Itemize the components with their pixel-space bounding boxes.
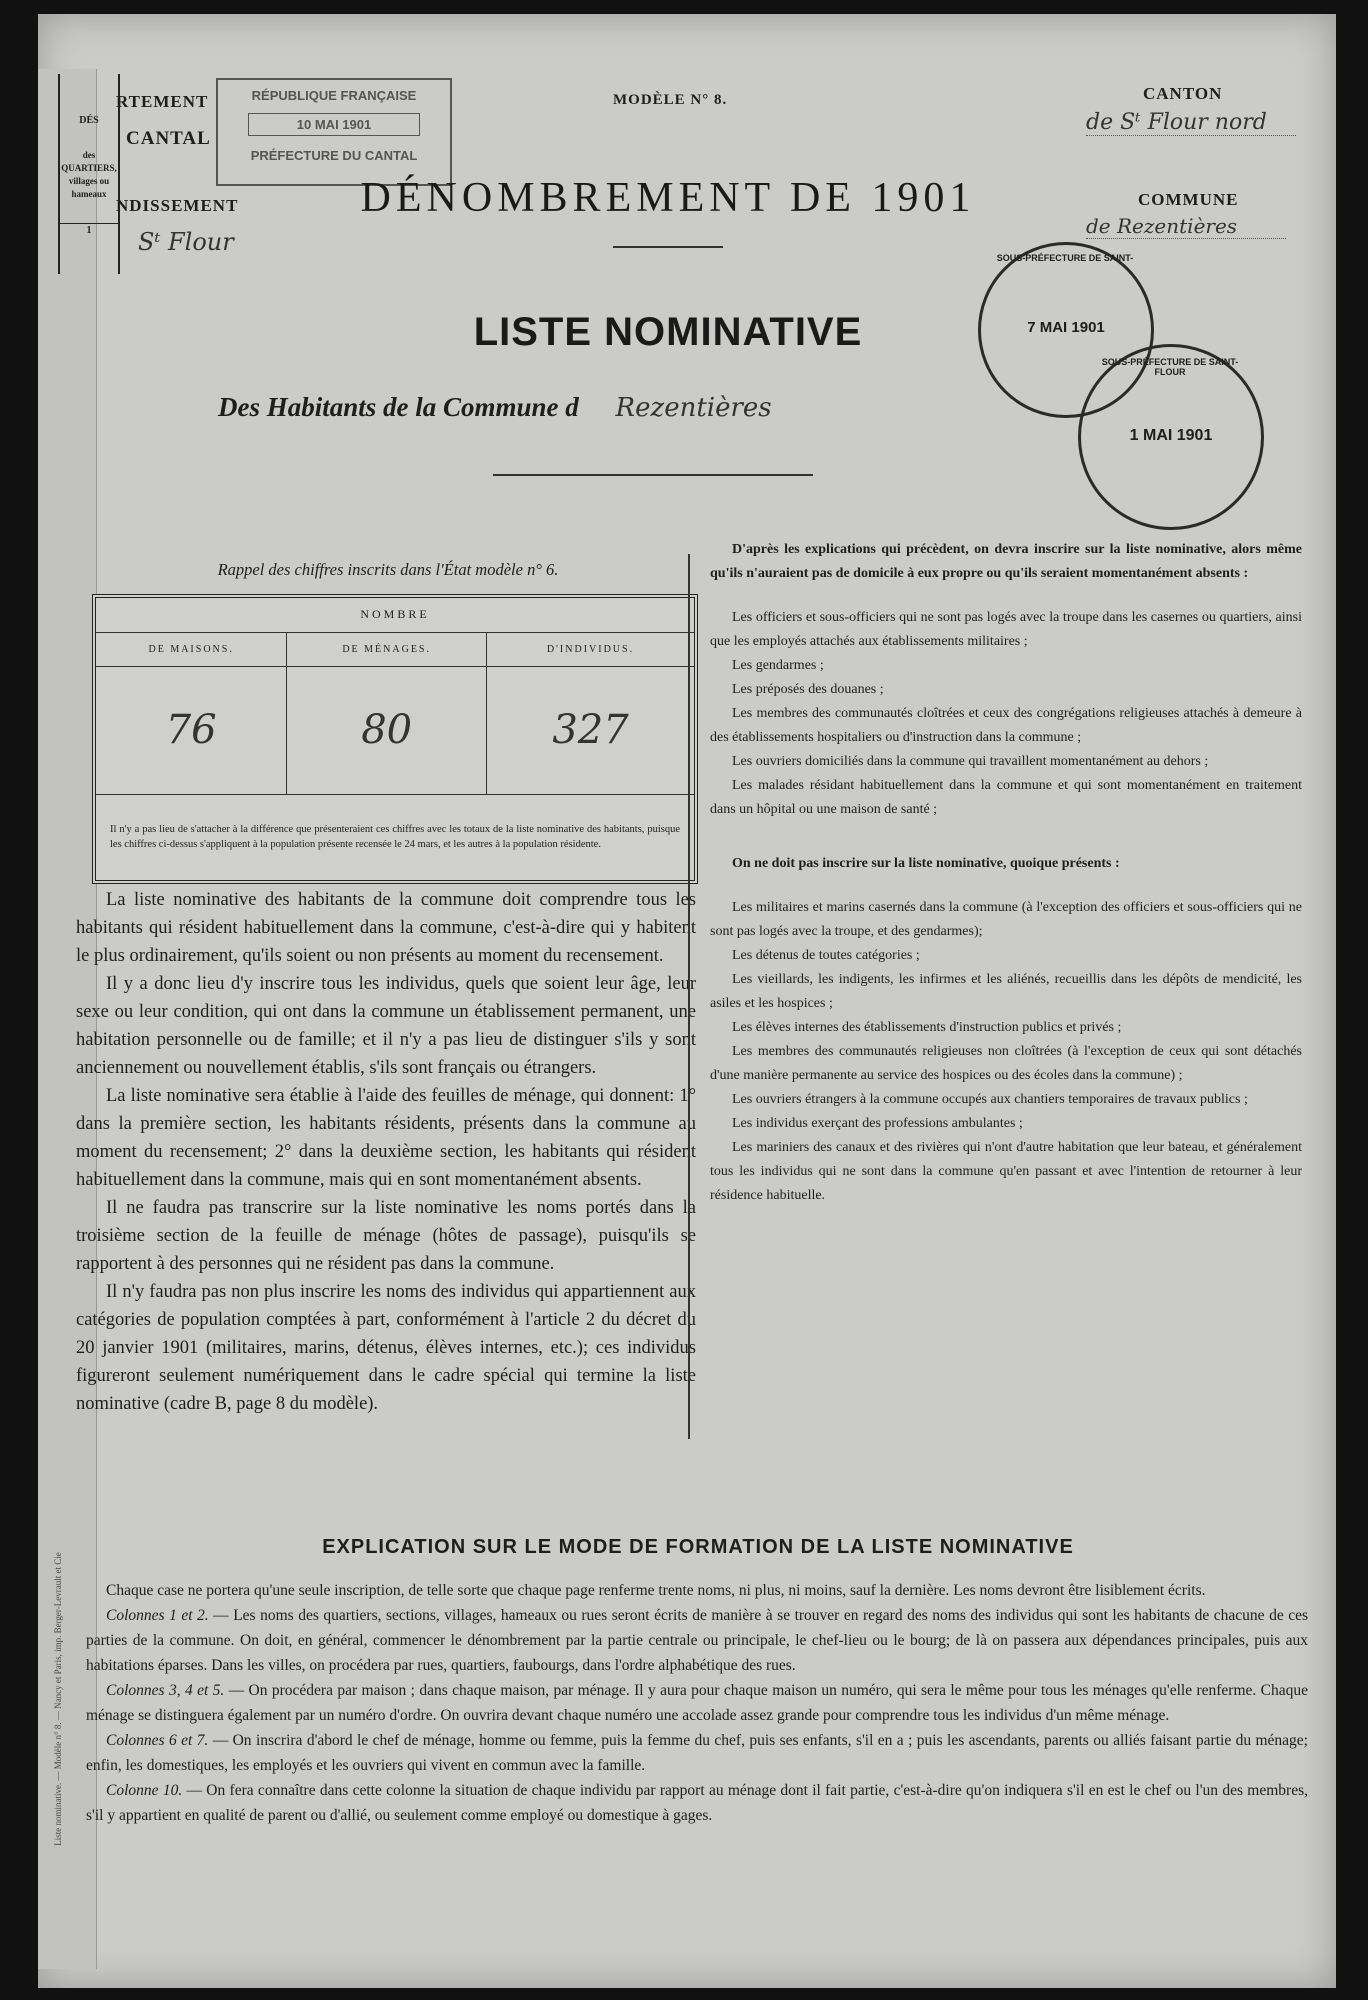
subtitle: LISTE NOMINATIVE bbox=[473, 310, 863, 354]
explication-item-2-text: — On procédera par maison ; dans chaque maison, par ménage. Il y aura pour chaque maison un numéro, qui sera le même pour tous les ménages qu'elle renferme. Chaque ménage se distinguera également par un numéro d'ordre. On ouvrira devant chaque numéro une accolade assez grande pour comprendre tous les individus d'un même ménage. bbox=[86, 1682, 1308, 1724]
explication-item-1 bbox=[86, 1603, 1308, 1678]
exclude-title: On ne doit pas inscrire sur la liste nominative, quoique présents : bbox=[732, 856, 1120, 871]
left-paragraph-2: Il y a donc lieu d'y inscrire tous les individus, quels que soient leur âge, leur sexe ou leur condition, qui ont dans la commune un établissement permanent, une habitation personnelle ou de famille; et il n'y a pas lieu de distinguer s'ils y sont anciennement ou nouvellement établis, s'ils sont français ou étrangers. bbox=[76, 974, 696, 1078]
counts-header-nombre: NOMBRE bbox=[96, 598, 694, 632]
left-instructions bbox=[76, 886, 696, 1418]
explication-item-2 bbox=[86, 1678, 1308, 1728]
explication-intro: Chaque case ne portera qu'une seule inscription, de telle sorte que chaque page renferme trente noms, ni plus, ni moins, sauf la dernière. Les noms devront être lisiblement écrits. bbox=[106, 1582, 1206, 1599]
ornament-rule bbox=[493, 474, 813, 476]
counts-individus-value: 327 bbox=[487, 666, 695, 794]
explication-item-3 bbox=[86, 1728, 1308, 1778]
commune-value: de Rezentières bbox=[1086, 214, 1286, 239]
rappel-title: Rappel des chiffres inscrits dans l'État modèle n° 6. bbox=[217, 560, 559, 579]
exclude-item-1: Les militaires et marins casernés dans la commune (à l'exception des officiers et sous-officiers qui ne sont pas logés avec la troupe, et des gendarmes); bbox=[710, 900, 1302, 939]
modele-number: MODÈLE N° 8. bbox=[613, 92, 728, 108]
sp1-stamp-text: SOUS-PRÉFECTURE DE SAINT- bbox=[996, 253, 1134, 263]
exclude-item-4: Les élèves internes des établissements d'instruction publics et privés ; bbox=[732, 1020, 1122, 1035]
sp1-stamp-date: 7 MAI 1901 bbox=[1027, 319, 1105, 336]
printer-imprint: Liste nominative. — Modèle n° 8. — Nancy et Paris, imp. Berger-Levrault et Cie bbox=[53, 1552, 63, 1846]
exclude-item-8: Les mariniers des canaux et des rivières qui n'ont d'autre habitation que leur bateau, et généralement tous les individus qui ne sont dans la commune qu'en passant et avec l'intention de retourner à leur résidence habituelle. bbox=[710, 1140, 1302, 1203]
counts-note: Il n'y a pas lieu de s'attacher à la différence que présenteraient ces chiffres avec les totaux de la liste nominative des habitants, puisque les chiffres ci-dessus s'appliquent à la population présente recensée le 24 mars, et les autres à la population résidente. bbox=[96, 794, 694, 880]
prefecture-stamp bbox=[216, 78, 452, 186]
explication-item-4 bbox=[86, 1778, 1308, 1828]
arr-label: NDISSEMENT bbox=[116, 196, 239, 215]
prefecture-stamp-bottom: PRÉFECTURE DU CANTAL bbox=[250, 148, 418, 163]
right-intro: D'après les explications qui précèdent, on devra inscrire sur la liste nominative, alors même qu'ils n'auraient pas de domicile à eux propre ou qu'ils seraient momentanément absents : bbox=[710, 542, 1302, 581]
dept-label: RTEMENT bbox=[116, 92, 209, 111]
include-item-1: Les officiers et sous-officiers qui ne sont pas logés avec la troupe dans les casernes ou quartiers, ainsi que les employés attachés aux établissements militaires ; bbox=[710, 610, 1302, 649]
explication-body bbox=[86, 1578, 1308, 1828]
column-divider bbox=[688, 554, 690, 1439]
include-item-4: Les membres des communautés cloîtrées et ceux des congrégations religieuses attachés à demeure à des établissements hospitaliers ou d'instruction dans la commune ; bbox=[710, 706, 1302, 745]
include-item-5: Les ouvriers domiciliés dans la commune qui travaillent momentanément au dehors ; bbox=[732, 754, 1209, 769]
sp2-stamp-date: 1 MAI 1901 bbox=[1129, 427, 1213, 444]
sous-prefecture-stamp-2 bbox=[1078, 344, 1264, 530]
left-column-labels bbox=[58, 74, 120, 274]
explication-item-3-text: — On inscrira d'abord le chef de ménage, homme ou femme, puis la femme du chef, puis ses enfants, s'il en a ; puis les ascendants, parents ou alliés faisant partie du ménage; enfin, les domestiques, les employés et les ouvriers qui vivent en commun avec la famille. bbox=[86, 1732, 1308, 1774]
explication-item-1-label: Colonnes 1 et 2. bbox=[106, 1607, 209, 1624]
habitants-line-label: Des Habitants de la Commune d bbox=[218, 392, 579, 422]
habitants-line bbox=[218, 392, 1118, 423]
left-paragraph-3: La liste nominative sera établie à l'aide des feuilles de ménage, qui donnent: 1° dans la première section, les habitants résidents, présents dans la commune au moment du recensement; 2° dans la deuxième section, les habitants qui résident habituellement dans la commune, mais qui en sont momentanément absents. bbox=[76, 1086, 696, 1190]
explication-item-2-label: Colonnes 3, 4 et 5. bbox=[106, 1682, 225, 1699]
prefecture-stamp-date: 10 MAI 1901 bbox=[248, 113, 420, 136]
explication-item-4-text: — On fera connaître dans cette colonne la situation de chaque individu par rapport au ménage dont il fait partie, c'est-à-dire qu'on indiquera s'il en est le chef ou l'un des membres, s'il y appartient en qualité de parent ou d'allié, ou seulement comme employé ou domestique à gages. bbox=[86, 1782, 1308, 1824]
prefecture-stamp-top: RÉPUBLIQUE FRANÇAISE bbox=[251, 88, 417, 103]
arr-value: Sᵗ Flour bbox=[138, 228, 234, 256]
explication-item-4-label: Colonne 10. bbox=[106, 1782, 183, 1799]
counts-table bbox=[96, 598, 694, 880]
canton-label: CANTON bbox=[1143, 84, 1223, 103]
left-label-des: DÉS bbox=[79, 115, 99, 126]
counts-menages-value: 80 bbox=[287, 666, 487, 794]
left-paragraph-5: Il n'y faudra pas non plus inscrire les noms des individus qui appartiennent aux catégories de population comptées à part, conformément à l'article 2 du décret du 20 janvier 1901 (militaires, marins, détenus, élèves internes, etc.); ces individus figureront seulement numériquement dans le cadre spécial qui termine la liste nominative (cadre B, page 8 du modèle). bbox=[76, 1282, 696, 1414]
counts-maisons-value: 76 bbox=[96, 666, 287, 794]
include-item-3: Les préposés des douanes ; bbox=[732, 682, 884, 697]
right-instructions bbox=[710, 538, 1302, 1208]
exclude-item-5: Les membres des communautés religieuses non cloîtrées (à l'exception de ceux qui sont détachés d'une manière permanente au service des hospices ou des écoles dans la commune) ; bbox=[710, 1044, 1302, 1083]
habitants-line-value: Rezentières bbox=[615, 393, 772, 423]
counts-box bbox=[92, 594, 698, 884]
counts-col-individus: D'INDIVIDUS. bbox=[487, 632, 695, 666]
left-label-quartiers: des QUARTIERS, villages ou hameaux bbox=[61, 150, 117, 199]
dept-value: CANTAL bbox=[126, 128, 211, 149]
main-title: DÉNOMBREMENT DE 1901 bbox=[360, 175, 976, 221]
commune-label: COMMUNE bbox=[1138, 190, 1239, 209]
sp2-stamp-text: SOUS-PRÉFECTURE DE SAINT-FLOUR bbox=[1101, 357, 1239, 377]
exclude-item-3: Les vieillards, les indigents, les infirmes et les aliénés, recueillis dans les dépôts de mendicité, les asiles et les hospices ; bbox=[710, 972, 1302, 1011]
exclude-item-6: Les ouvriers étrangers à la commune occupés aux chantiers temporaires de travaux publics ; bbox=[732, 1092, 1248, 1107]
include-item-2: Les gendarmes ; bbox=[732, 658, 824, 673]
explication-title: EXPLICATION SUR LE MODE DE FORMATION DE LA LISTE NOMINATIVE bbox=[322, 1536, 1074, 1558]
exclude-item-7: Les individus exerçant des professions ambulantes ; bbox=[732, 1116, 1023, 1131]
left-paragraph-1: La liste nominative des habitants de la commune doit comprendre tous les habitants qui résident habituellement dans la commune, c'est-à-dire qui y habitent le plus ordinairement, qu'ils soient ou non présents au moment du recensement. bbox=[76, 890, 696, 966]
counts-col-menages: DE MÉNAGES. bbox=[287, 632, 487, 666]
left-paragraph-4: Il ne faudra pas transcrire sur la liste nominative les noms portés dans la troisième section de la feuille de ménage (hôtes de passage), puisqu'ils se rapportent à des personnes qui ne résident pas dans la commune. bbox=[76, 1198, 696, 1274]
counts-col-maisons: DE MAISONS. bbox=[96, 632, 287, 666]
exclude-item-2: Les détenus de toutes catégories ; bbox=[732, 948, 920, 963]
title-rule bbox=[613, 246, 723, 248]
include-item-6: Les malades résidant habituellement dans la commune et qui sont momentanément en traitement dans un hôpital ou une maison de santé ; bbox=[710, 778, 1302, 817]
canton-value: de Sᵗ Flour nord bbox=[1086, 110, 1296, 136]
explication-item-3-label: Colonnes 6 et 7. bbox=[106, 1732, 209, 1749]
left-label-number: 1 bbox=[60, 223, 118, 237]
explication-item-1-text: — Les noms des quartiers, sections, villages, hameaux ou rues seront écrits de manière à se trouver en regard des noms des individus qui sont les habitants de chacune de ces parties de la commune. On doit, en général, commencer le dénombrement par la partie centrale ou principale, le chef-lieu ou le bourg; de là on passera aux dépendances principales, puis aux habitations éparses. Dans les villes, on procédera par rues, quartiers, faubourgs, dans l'ordre alphabétique des rues. bbox=[86, 1607, 1309, 1674]
document-page bbox=[38, 14, 1336, 1988]
